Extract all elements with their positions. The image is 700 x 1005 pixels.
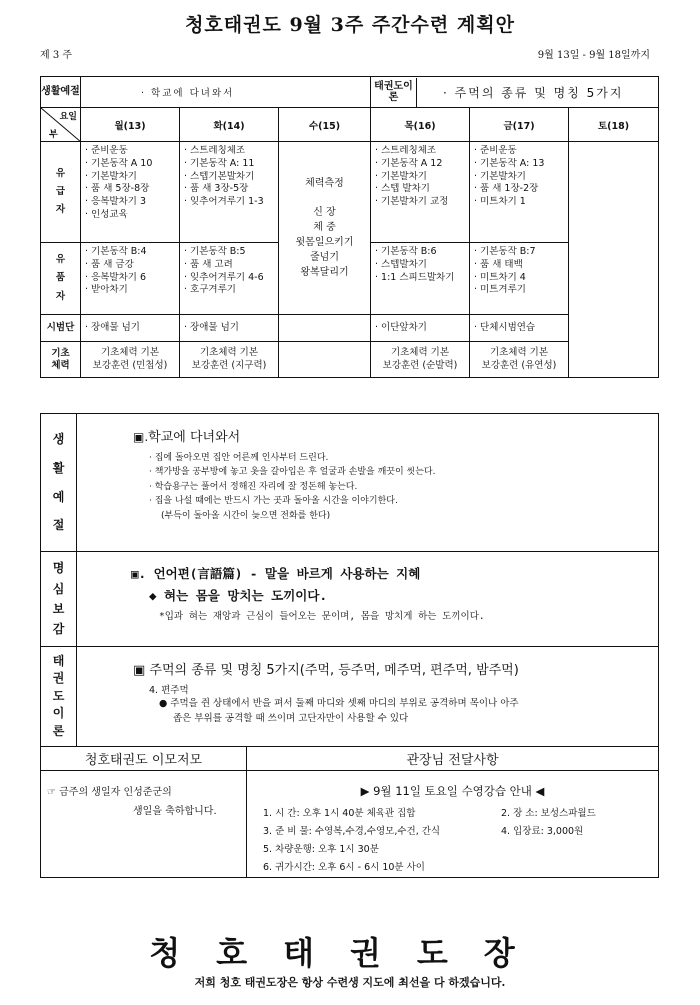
tkd-section-item: ● 주먹을 쥔 상태에서 반을 펴서 둘째 마디와 셋째 마디의 부위로 공격하며 목이나 아주 xyxy=(159,698,519,709)
belts-tue: · 기본동작 B:5 · 품 새 고려 · 잊추어겨루기 4-6 · 호구겨루기 xyxy=(180,243,279,315)
mind-section-title: ▣. 언어편(言語篇) - 말을 바르게 사용하는 지혜 xyxy=(131,566,421,581)
demo-wed xyxy=(279,315,371,342)
belts-thu: · 기본동작 B:6 · 스텝발차기 · 1:1 스피드발차기 xyxy=(371,243,470,315)
life-bullet: · 학습용구는 풀어서 정해진 자리에 잘 정돈해 놓는다. xyxy=(149,481,358,492)
notice-item: 3. 준 비 물: 수영복,수경,수영모,수건, 간식 xyxy=(263,826,441,838)
mind-section xyxy=(41,552,659,647)
day-fri: 금(17) xyxy=(470,108,569,142)
kids-mon: · 준비운동 · 기본동작 A 10 · 기본발차기 · 품 새 5장-8장 · 응복발차기 3 · 인성교육 xyxy=(81,142,180,243)
tkd-section-item: 좁은 부위를 공격할 때 쓰이며 고단자만이 사용할 수 있다 xyxy=(173,713,409,725)
tkd-section-subtitle: 4. 편주먹 xyxy=(149,685,189,696)
demo-row xyxy=(41,315,659,342)
notice-header: 관장님 전달사항 xyxy=(247,747,659,771)
tkd-section-title: ▣ 주먹의 종류 및 명칭 5가지(주먹, 등주먹, 메주먹, 편주먹, 밤주먹) xyxy=(133,663,519,678)
day-mon: 월(13) xyxy=(81,108,180,142)
details-table xyxy=(40,413,659,878)
day-sat: 토(18) xyxy=(569,108,659,142)
life-section-title: ▣.학교에 다녀와서 xyxy=(133,430,241,445)
life-value: · 학교에 다녀와서 xyxy=(81,77,371,108)
basic-wed xyxy=(279,342,371,378)
notice-item: 6. 귀가시간: 오후 6시 - 6시 10분 사이 xyxy=(263,862,425,874)
notice-item: 2. 장 소: 보성스파월드 xyxy=(501,808,596,819)
bottom-header-row xyxy=(41,747,659,771)
week-label: 제 3 주 xyxy=(40,50,73,61)
notice-item: 4. 입장료: 3,000원 xyxy=(501,826,584,838)
demo-fri: · 단체시범연습 xyxy=(470,315,569,342)
brand-name: 청호태권도장 xyxy=(149,934,551,972)
notice-item: 5. 차량운행: 오후 1시 30분 xyxy=(263,844,379,856)
date-range: 9월 13일 - 9월 18일까지 xyxy=(537,50,650,61)
life-side-label: 생 활 예 절 xyxy=(41,414,77,552)
kids-row xyxy=(41,142,659,243)
memo-header: 청호태권도 이모저모 xyxy=(41,747,247,771)
demo-thu: · 이단앞차기 xyxy=(371,315,470,342)
kids-label: 유 급 자 xyxy=(41,142,81,243)
notice-content xyxy=(247,771,659,878)
memo-line: 생일을 축하합니다. xyxy=(133,806,217,817)
tkd-theory-label: 태권도이론 xyxy=(371,78,417,107)
wed-fitness-test: 체력측정 신 장 체 중 윗몸일으키기 줄넘기 왕복달리기 xyxy=(279,142,371,315)
day-section-corner xyxy=(41,108,81,142)
page-title: 청호태권도 9월 3주 주간수련 계획안 xyxy=(185,14,515,36)
kids-tue: · 스트레칭체조 · 기본동작 A: 11 · 스텝기본발차기 · 품 새 3장-5장 · 잊추어겨루기 1-3 xyxy=(180,142,279,243)
top-info-row xyxy=(41,77,659,108)
tkd-section xyxy=(41,647,659,747)
mind-section-subtitle: ◆ 혀는 몸을 망치는 도끼이다. xyxy=(149,588,327,603)
notice-headline: ▶ 9월 11일 토요일 수영강습 안내 ◀ xyxy=(360,784,545,798)
corner-section-label: 부 xyxy=(49,130,58,140)
kids-fri: · 준비운동 · 기본동작 A: 13 · 기본발차기 · 품 새 1장-2장 · 미트차기 1 xyxy=(470,142,569,243)
tkd-theory-value: · 주먹의 종류 및 명칭 5가지 xyxy=(443,85,624,100)
corner-day-label: 요일 xyxy=(59,112,77,122)
mind-section-note: *입과 혀는 재앙과 근심이 들어오는 문이며, 몸을 망치게 하는 도끼이다. xyxy=(159,611,485,622)
tkd-side-label: 태 권 도 이 론 xyxy=(41,647,77,747)
life-label: 생활예절 xyxy=(41,77,81,108)
day-header-row xyxy=(41,108,659,142)
basic-fri: 기초체력 기본 보강훈련 (유연성) xyxy=(470,342,569,378)
belts-mon: · 기본동작 B:4 · 품 새 금강 · 응복발차기 6 · 받아차기 xyxy=(81,243,180,315)
basic-mon: 기초체력 기본 보강훈련 (민첩성) xyxy=(81,342,180,378)
memo-line: ☞ 금주의 생일자 인성준군의 xyxy=(47,787,172,798)
life-bullet: · 집에 돌아오면 집안 어른께 인사부터 드린다. xyxy=(149,453,329,463)
basic-thu: 기초체력 기본 보강훈련 (순발력) xyxy=(371,342,470,378)
belts-fri: · 기본동작 B:7 · 품 새 태백 · 미트차기 4 · 미트겨루기 xyxy=(470,243,569,315)
basic-label: 기초 체력 xyxy=(41,342,81,378)
day-thu: 목(16) xyxy=(371,108,470,142)
belts-label: 유 품 자 xyxy=(41,243,81,315)
demo-label: 시범단 xyxy=(41,315,81,342)
life-bullet: · 집을 나설 때에는 반드시 가는 곳과 돌아올 시간을 이야기한다. xyxy=(149,496,398,507)
mind-side-label: 명 심 보 감 xyxy=(41,552,77,647)
life-note: (부득이 돌아올 시간이 늦으면 전화를 한다) xyxy=(161,510,331,521)
motto: 저희 청호 태권도장은 항상 수련생 지도에 최선을 다 하겠습니다. xyxy=(194,976,506,989)
basic-row xyxy=(41,342,659,378)
day-tue: 화(14) xyxy=(180,108,279,142)
demo-mon: · 장애물 넘기 xyxy=(81,315,180,342)
sat-empty xyxy=(569,142,659,378)
day-wed: 수(15) xyxy=(279,108,371,142)
life-section xyxy=(41,414,659,552)
bottom-content-row xyxy=(41,771,659,878)
basic-tue: 기초체력 기본 보강훈련 (지구력) xyxy=(180,342,279,378)
notice-item: 1. 시 간: 오후 1시 40분 체육관 집합 xyxy=(263,808,416,819)
weekly-schedule-table xyxy=(40,76,659,378)
life-bullet: · 책가방을 공부방에 놓고 옷을 갈아입은 후 얼굴과 손발을 깨끗이 씻는다. xyxy=(149,467,436,478)
demo-tue: · 장애물 넘기 xyxy=(180,315,279,342)
kids-thu: · 스트레칭체조 · 기본동작 A 12 · 기본발차기 · 스텝 발차기 · 기본발차기 교정 xyxy=(371,142,470,243)
memo-content xyxy=(41,771,247,878)
